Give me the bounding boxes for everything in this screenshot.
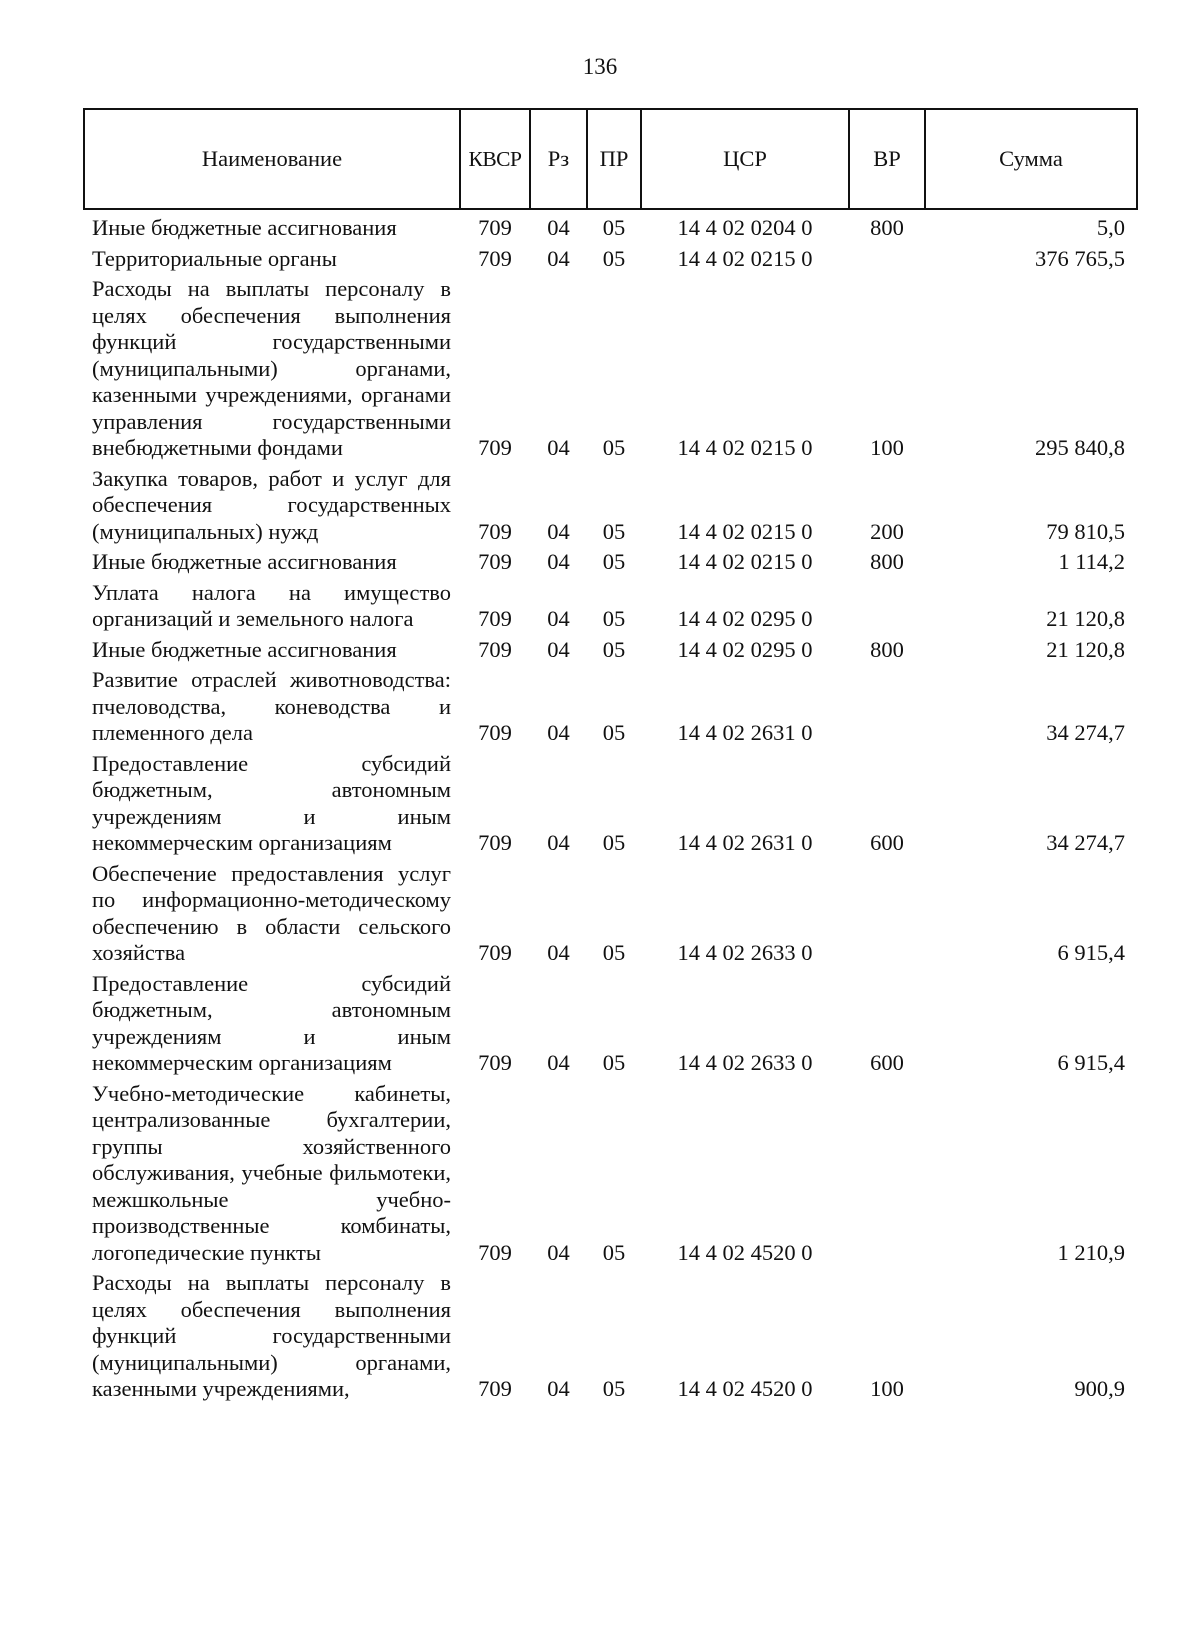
cell-pr: 05 bbox=[602, 245, 626, 271]
cell-sum: 295 840,8 bbox=[1035, 435, 1125, 460]
cell-kvsr: 709 bbox=[478, 1376, 512, 1401]
cell-kvsr: 709 bbox=[478, 435, 512, 460]
cell-kvsr: 709 bbox=[478, 518, 512, 544]
cell-csr: 14 4 02 2631 0 bbox=[677, 720, 813, 745]
cell-kvsr: 709 bbox=[478, 215, 512, 240]
header-row bbox=[84, 109, 1137, 209]
cell-pr: 05 bbox=[602, 1050, 626, 1075]
cell-rz: 04 bbox=[547, 1376, 570, 1401]
header-vr: ВР bbox=[849, 109, 925, 209]
cell-sum: 21 120,8 bbox=[1046, 636, 1125, 662]
cell-kvsr: 709 bbox=[478, 549, 512, 574]
cell-rz: 04 bbox=[547, 720, 570, 745]
cell-kvsr: 709 bbox=[478, 1239, 512, 1265]
header-csr: ЦСР bbox=[641, 109, 849, 209]
cell-name: Закупка товаров, работ и услуг для обеспечения государственных (муниципальных) нужд bbox=[92, 465, 451, 544]
cell-name: Территориальные органы bbox=[92, 245, 337, 271]
cell-pr: 05 bbox=[602, 518, 626, 544]
cell-pr: 05 bbox=[602, 606, 626, 631]
cell-pr: 05 bbox=[602, 636, 626, 662]
cell-name: Обеспечение предоставления услуг по информационно-методическому обеспечению в области сельского хозяйства bbox=[92, 860, 451, 965]
cell-sum: 1 210,9 bbox=[1057, 1239, 1125, 1265]
cell-csr: 14 4 02 0295 0 bbox=[677, 606, 813, 631]
cell-csr: 14 4 02 2633 0 bbox=[677, 1050, 813, 1075]
table-row bbox=[84, 968, 1137, 1078]
cell-csr: 14 4 02 0215 0 bbox=[677, 245, 813, 271]
cell-pr: 05 bbox=[602, 435, 626, 460]
cell-sum: 21 120,8 bbox=[1046, 606, 1125, 631]
cell-pr: 05 bbox=[602, 1376, 626, 1401]
cell-vr: 800 bbox=[870, 636, 904, 662]
header-kvsr: КВСР bbox=[460, 109, 530, 209]
cell-sum: 5,0 bbox=[1096, 215, 1125, 240]
cell-sum: 6 915,4 bbox=[1057, 940, 1125, 965]
cell-kvsr: 709 bbox=[478, 940, 512, 965]
table-row bbox=[84, 577, 1137, 634]
cell-kvsr: 709 bbox=[478, 720, 512, 745]
cell-pr: 05 bbox=[602, 830, 626, 855]
cell-kvsr: 709 bbox=[478, 1050, 512, 1075]
cell-vr: 800 bbox=[870, 549, 904, 574]
cell-name: Иные бюджетные ассигнования bbox=[92, 215, 397, 240]
budget-table bbox=[83, 108, 1138, 1404]
cell-pr: 05 bbox=[602, 215, 626, 240]
cell-vr: 600 bbox=[870, 1050, 904, 1075]
cell-rz: 04 bbox=[547, 518, 570, 544]
cell-name: Расходы на выплаты персоналу в целях обеспечения выполнения функций государственными (муниципальными) органами, казенными учреждениями, bbox=[92, 1270, 451, 1401]
cell-rz: 04 bbox=[547, 1239, 570, 1265]
cell-vr bbox=[849, 858, 925, 968]
cell-name: Учебно-методические кабинеты, централизованные бухгалтерии, группы хозяйственного обслуживания, учебные фильмотеки, межшкольные учебно-производственные комбинаты, логопедические пункты bbox=[92, 1080, 451, 1265]
cell-sum: 79 810,5 bbox=[1046, 518, 1125, 544]
cell-kvsr: 709 bbox=[478, 830, 512, 855]
cell-pr: 05 bbox=[602, 1239, 626, 1265]
cell-rz: 04 bbox=[547, 549, 570, 574]
cell-name: Уплата налога на имущество организаций и земельного налога bbox=[92, 579, 451, 631]
table-row bbox=[84, 209, 1137, 243]
cell-vr bbox=[849, 243, 925, 274]
cell-csr: 14 4 02 0215 0 bbox=[677, 518, 813, 544]
cell-kvsr: 709 bbox=[478, 636, 512, 662]
cell-csr: 14 4 02 0204 0 bbox=[677, 215, 813, 240]
cell-sum: 34 274,7 bbox=[1046, 720, 1125, 745]
cell-sum: 376 765,5 bbox=[1035, 245, 1125, 271]
cell-pr: 05 bbox=[602, 720, 626, 745]
header-rz: Рз bbox=[530, 109, 587, 209]
cell-rz: 04 bbox=[547, 245, 570, 271]
cell-kvsr: 709 bbox=[478, 606, 512, 631]
cell-name: Предоставление субсидий бюджетным, автономным учреждениям и иным некоммерческим организациям bbox=[92, 750, 451, 855]
cell-rz: 04 bbox=[547, 435, 570, 460]
cell-vr bbox=[849, 1078, 925, 1268]
cell-csr: 14 4 02 0215 0 bbox=[677, 549, 813, 574]
cell-vr: 200 bbox=[870, 518, 904, 544]
cell-rz: 04 bbox=[547, 636, 570, 662]
cell-kvsr: 709 bbox=[478, 245, 512, 271]
cell-vr: 800 bbox=[870, 215, 904, 240]
table-row bbox=[84, 858, 1137, 968]
cell-sum: 1 114,2 bbox=[1058, 549, 1125, 574]
header-sum: Сумма bbox=[925, 109, 1137, 209]
table-row bbox=[84, 664, 1137, 748]
cell-pr: 05 bbox=[602, 549, 626, 574]
cell-vr bbox=[849, 664, 925, 748]
cell-csr: 14 4 02 0215 0 bbox=[677, 435, 813, 460]
cell-vr: 100 bbox=[870, 1376, 904, 1401]
cell-sum: 900,9 bbox=[1074, 1376, 1125, 1401]
table-row bbox=[84, 463, 1137, 547]
table-body bbox=[84, 209, 1137, 1404]
cell-name: Предоставление субсидий бюджетным, автономным учреждениям и иным некоммерческим организациям bbox=[92, 970, 451, 1075]
table-row bbox=[84, 546, 1137, 577]
cell-name: Иные бюджетные ассигнования bbox=[92, 636, 397, 662]
table-row bbox=[84, 1078, 1137, 1268]
cell-csr: 14 4 02 4520 0 bbox=[677, 1239, 813, 1265]
table-row bbox=[84, 634, 1137, 665]
cell-vr bbox=[849, 577, 925, 634]
cell-name: Развитие отраслей животноводства: пчеловодства, коневодства и племенного дела bbox=[92, 667, 451, 745]
header-name: Наименование bbox=[84, 109, 460, 209]
cell-name: Расходы на выплаты персоналу в целях обеспечения выполнения функций государственными (муниципальными) органами, казенными учреждениями, органами управления государственными внебюджетными фондами bbox=[92, 276, 451, 460]
cell-rz: 04 bbox=[547, 606, 570, 631]
cell-vr: 100 bbox=[870, 435, 904, 460]
cell-sum: 34 274,7 bbox=[1046, 830, 1125, 855]
cell-rz: 04 bbox=[547, 1050, 570, 1075]
table-row bbox=[84, 748, 1137, 858]
header-pr: ПР bbox=[587, 109, 641, 209]
cell-sum: 6 915,4 bbox=[1057, 1050, 1125, 1075]
cell-pr: 05 bbox=[602, 940, 626, 965]
cell-csr: 14 4 02 4520 0 bbox=[677, 1376, 813, 1401]
page-number: 136 bbox=[582, 54, 618, 79]
cell-rz: 04 bbox=[547, 940, 570, 965]
cell-csr: 14 4 02 2631 0 bbox=[677, 830, 813, 855]
cell-rz: 04 bbox=[547, 830, 570, 855]
cell-name: Иные бюджетные ассигнования bbox=[92, 549, 397, 574]
table-header bbox=[84, 109, 1137, 209]
cell-csr: 14 4 02 2633 0 bbox=[677, 940, 813, 965]
cell-csr: 14 4 02 0295 0 bbox=[677, 636, 813, 662]
cell-rz: 04 bbox=[547, 215, 570, 240]
table-row bbox=[84, 273, 1137, 463]
table-row bbox=[84, 243, 1137, 274]
table-row bbox=[84, 1267, 1137, 1404]
cell-vr: 600 bbox=[870, 830, 904, 855]
